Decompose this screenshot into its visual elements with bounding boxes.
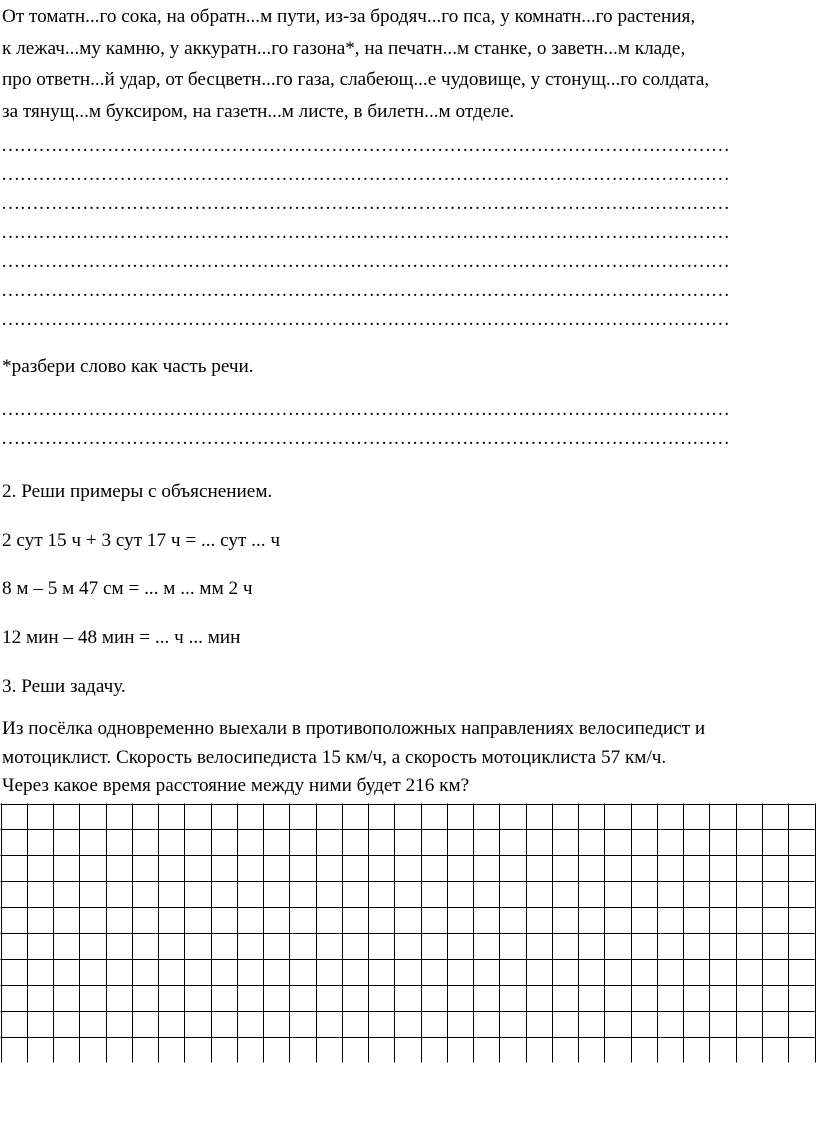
footnote-answer-line: ……………………………………………………………………………………………………… xyxy=(1,399,730,420)
answer-grid xyxy=(0,803,816,1063)
answer-line: ……………………………………………………………………………………………………… xyxy=(1,164,730,185)
answer-line: ……………………………………………………………………………………………………… xyxy=(1,193,730,214)
exercise1-text: От томатн...го сока, на обратн...м пути, из-за бродяч...го пса, у комнатн...го растения, к лежач...му камню, у аккуратн...го газона*, на печатн...м станке, о заветн...м кладе, про ответн...й удар, от бесцветн...го газа, слабеющ...е чудовище, у стонущ...го солдата, за тянущ...м буксиром, на газетн...м листе, в билетн...м отделе. xyxy=(2,6,710,122)
footnote-answer-line: ……………………………………………………………………………………………………… xyxy=(1,428,730,449)
answer-line: ……………………………………………………………………………………………………… xyxy=(1,251,730,272)
answer-line: ……………………………………………………………………………………………………… xyxy=(1,222,730,243)
answer-line: ……………………………………………………………………………………………………… xyxy=(1,280,730,301)
exercise3-title: 3. Реши задачу. xyxy=(2,676,126,697)
exercise2-title: 2. Реши примеры с объяснением. xyxy=(2,481,273,502)
footnote: *разбери слово как часть речи. xyxy=(2,356,254,377)
answer-line: ……………………………………………………………………………………………………… xyxy=(1,135,730,156)
exercise3-text: Из посёлка одновременно выехали в противоположных направлениях велосипедист и мотоциклист. Скорость велосипедиста 15 км/ч, а скорость мотоциклиста 57 км/ч. Через какое время расстояние между ними будет 216 км? xyxy=(2,718,706,796)
example-3: 12 мин – 48 мин = ... ч ... мин xyxy=(2,627,241,648)
answer-line: ……………………………………………………………………………………………………… xyxy=(1,309,730,330)
example-2: 8 м – 5 м 47 см = ... м ... мм 2 ч xyxy=(2,578,253,599)
example-1: 2 сут 15 ч + 3 сут 17 ч = ... сут ... ч xyxy=(2,530,281,551)
